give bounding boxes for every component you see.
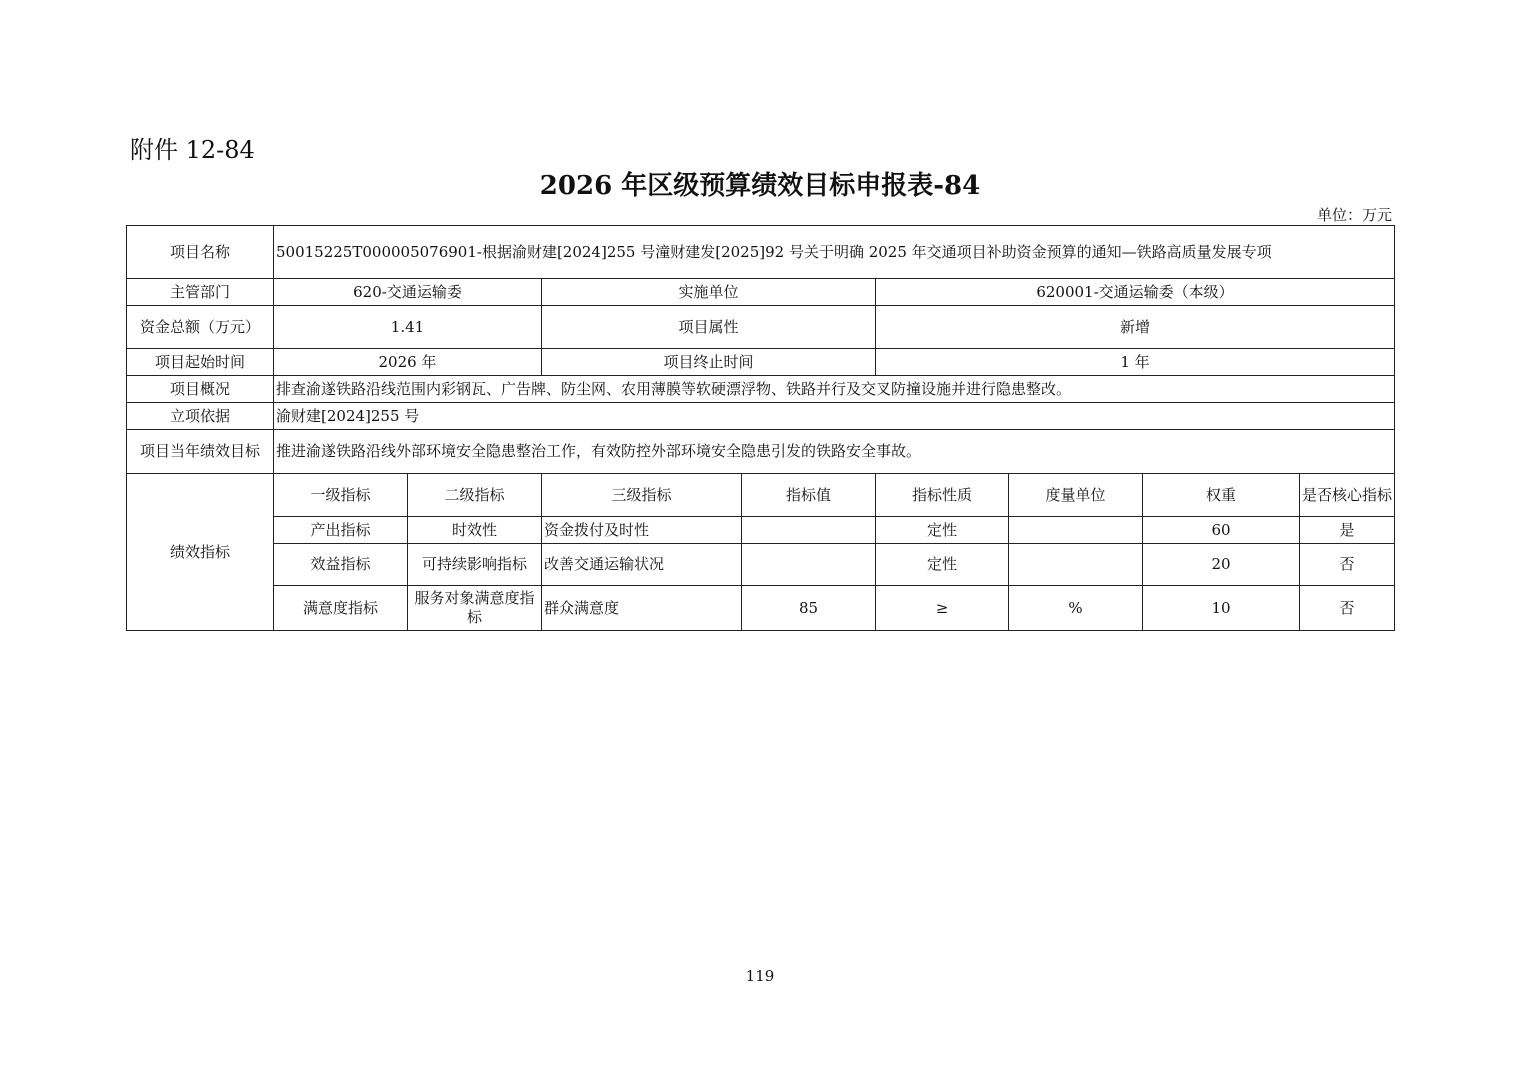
dept-value: 620-交通运输委 [274, 279, 542, 306]
indicator-weight: 60 [1143, 517, 1300, 544]
indicator-weight: 10 [1143, 586, 1300, 631]
indicator-level3: 资金拨付及时性 [542, 517, 742, 544]
indicator-level2: 可持续影响指标 [408, 544, 542, 586]
indicator-row [127, 517, 1395, 544]
indicator-core: 是 [1300, 517, 1395, 544]
fund-value: 1.41 [274, 306, 542, 349]
indicator-row [127, 544, 1395, 586]
header-level2: 二级指标 [408, 474, 542, 517]
header-core: 是否核心指标 [1300, 474, 1395, 517]
indicator-nature: 定性 [876, 517, 1009, 544]
impl-label: 实施单位 [542, 279, 876, 306]
header-level1: 一级指标 [274, 474, 408, 517]
indicator-level2: 服务对象满意度指标 [408, 586, 542, 631]
header-unit: 度量单位 [1009, 474, 1143, 517]
attachment-label: 附件 12-84 [130, 136, 255, 164]
overview-value: 排查渝遂铁路沿线范围内彩钢瓦、广告牌、防尘网、农用薄膜等软硬漂浮物、铁路并行及交叉防撞设施并进行隐患整改。 [274, 376, 1395, 403]
dept-label: 主管部门 [127, 279, 274, 306]
indicator-level1: 产出指标 [274, 517, 408, 544]
row-basis [127, 403, 1395, 430]
project-name-value: 50015225T000005076901-根据渝财建[2024]255 号潼财建发[2025]92 号关于明确 2025 年交通项目补助资金预算的通知—铁路高质量发展专项 [274, 226, 1395, 279]
attr-label: 项目属性 [542, 306, 876, 349]
indicator-weight: 20 [1143, 544, 1300, 586]
page-number: 119 [745, 967, 775, 985]
indicator-nature: 定性 [876, 544, 1009, 586]
document-title: 2026 年区级预算绩效目标申报表-84 [539, 171, 981, 201]
row-fund [127, 306, 1395, 349]
indicator-core: 否 [1300, 586, 1395, 631]
indicator-header-row [127, 474, 1395, 517]
unit-label: 单位：万元 [1316, 206, 1392, 224]
indicator-unit: % [1009, 586, 1143, 631]
row-period [127, 349, 1395, 376]
indicator-level2: 时效性 [408, 517, 542, 544]
header-weight: 权重 [1143, 474, 1300, 517]
fund-label: 资金总额（万元） [127, 306, 274, 349]
indicator-level3: 改善交通运输状况 [542, 544, 742, 586]
start-label: 项目起始时间 [127, 349, 274, 376]
performance-target-table [126, 225, 1395, 631]
row-department [127, 279, 1395, 306]
indicator-unit [1009, 544, 1143, 586]
indicator-nature: ≥ [876, 586, 1009, 631]
header-nature: 指标性质 [876, 474, 1009, 517]
header-value: 指标值 [742, 474, 876, 517]
indicator-value [742, 544, 876, 586]
overview-label: 项目概况 [127, 376, 274, 403]
row-project-name [127, 226, 1395, 279]
end-label: 项目终止时间 [542, 349, 876, 376]
indicator-level3: 群众满意度 [542, 586, 742, 631]
header-level3: 三级指标 [542, 474, 742, 517]
row-overview [127, 376, 1395, 403]
end-value: 1 年 [876, 349, 1395, 376]
row-goal [127, 430, 1395, 474]
attr-value: 新增 [876, 306, 1395, 349]
indicator-value [742, 517, 876, 544]
indicator-row [127, 586, 1395, 631]
project-name-label: 项目名称 [127, 226, 274, 279]
basis-value: 渝财建[2024]255 号 [274, 403, 1395, 430]
indicator-level1: 效益指标 [274, 544, 408, 586]
impl-value: 620001-交通运输委（本级） [876, 279, 1395, 306]
indicator-section-label: 绩效指标 [127, 474, 274, 631]
indicator-core: 否 [1300, 544, 1395, 586]
goal-label: 项目当年绩效目标 [127, 430, 274, 474]
indicator-level1: 满意度指标 [274, 586, 408, 631]
indicator-value: 85 [742, 586, 876, 631]
indicator-unit [1009, 517, 1143, 544]
goal-value: 推进渝遂铁路沿线外部环境安全隐患整治工作，有效防控外部环境安全隐患引发的铁路安全事故。 [274, 430, 1395, 474]
start-value: 2026 年 [274, 349, 542, 376]
basis-label: 立项依据 [127, 403, 274, 430]
